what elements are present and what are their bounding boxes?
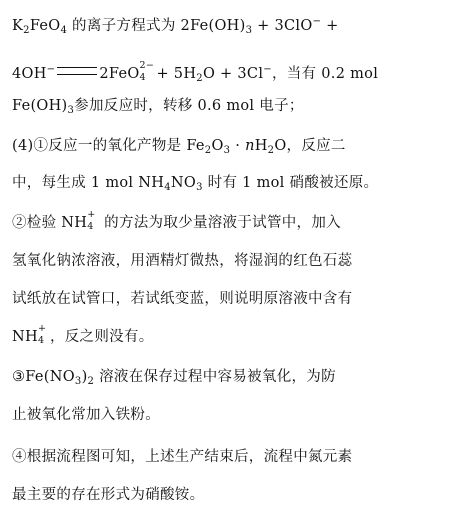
text-line-13 (12, 485, 450, 505)
subscript: 3 (67, 105, 75, 116)
sup-sub-pair (37, 323, 50, 346)
text-line-8 (12, 289, 450, 309)
subscript: 2 (204, 145, 212, 156)
text-run: ) (81, 369, 88, 385)
subscript: 2 (23, 25, 30, 36)
text-run: NO (170, 175, 197, 191)
text-run: 溶液在保存过程中容易被氧化，为防 (94, 369, 336, 385)
text-line-10 (12, 367, 450, 392)
text-run: O + 3Cl (202, 66, 264, 82)
text-run: O (211, 138, 224, 154)
text-run: 时有 1 mol 硝酸被还原。 (202, 175, 379, 191)
text-run: + 5H (151, 66, 197, 82)
equals-arrow-icon (57, 67, 97, 75)
text-line-9 (12, 323, 450, 347)
subscript: 4 (139, 72, 146, 83)
superscript: − (46, 64, 56, 75)
text-run: 最主要的存在形式为硝酸铵。 (12, 487, 205, 503)
superscript: + (87, 209, 96, 220)
subscript: 2 (267, 145, 275, 156)
subscript: 4 (164, 182, 171, 193)
text-run: 氢氧化钠浓溶液，用酒精灯微热，将湿润的红色石蕊 (12, 253, 353, 269)
text-run: + (321, 18, 339, 34)
text-run: ④根据流程图可知，上述生产结束后，流程中氮元素 (12, 449, 353, 465)
superscript: 2− (139, 60, 155, 71)
subscript: 4 (60, 25, 68, 36)
subscript: 4 (37, 335, 45, 346)
sup-sub-pair (139, 60, 155, 83)
text-run: 2FeO (99, 66, 140, 82)
text-line-7 (12, 251, 450, 271)
text-run: ，反之则没有。 (49, 329, 154, 345)
text-line-6 (12, 209, 450, 233)
text-run: H (254, 138, 268, 154)
text-line-12 (12, 447, 450, 467)
text-run: · (230, 138, 246, 154)
superscript: + (37, 323, 47, 334)
text-run: (4)①反应一的氧化产物是 Fe (12, 138, 205, 154)
text-line-1 (12, 12, 450, 41)
text-run: 4OH (12, 66, 47, 82)
text-line-5 (12, 173, 450, 198)
subscript: 4 (87, 221, 94, 232)
text-run: O，反应二 (274, 138, 346, 154)
text-line-3 (12, 96, 450, 121)
text-line-4 (12, 136, 450, 161)
text-run: 中，每生成 1 mol NH (12, 175, 165, 191)
subscript: 3 (196, 182, 203, 193)
text-run: 的离子方程式为 2Fe(OH) (67, 18, 246, 34)
subscript: 2 (196, 73, 203, 84)
italic-variable: n (245, 138, 255, 154)
subscript: 2 (87, 376, 95, 387)
sup-sub-pair (87, 209, 99, 232)
subscript: 3 (245, 25, 253, 36)
text-run: K (12, 18, 24, 34)
superscript: − (312, 16, 322, 27)
text-line-11 (12, 405, 450, 425)
text-run: ，当有 0.2 mol (271, 66, 379, 82)
text-line-2 (12, 60, 450, 89)
text-run: ③Fe(NO (12, 369, 75, 385)
text-run: 试纸放在试管口，若试纸变蓝，则说明原溶液中含有 (12, 291, 353, 307)
text-run: NH (12, 329, 38, 345)
text-run: FeO (29, 18, 61, 34)
text-run: 止被氧化常加入铁粉。 (12, 407, 160, 423)
text-run: 参加反应时，转移 0.6 mol 电子； (74, 98, 304, 114)
superscript: − (263, 64, 272, 75)
text-run: 的方法为取少量溶液于试管中，加入 (99, 215, 341, 231)
subscript: 3 (74, 376, 82, 387)
subscript: 3 (223, 145, 231, 156)
text-run: + 3ClO (252, 18, 313, 34)
text-run: ②检验 NH (12, 215, 88, 231)
text-run: Fe(OH) (12, 98, 68, 114)
